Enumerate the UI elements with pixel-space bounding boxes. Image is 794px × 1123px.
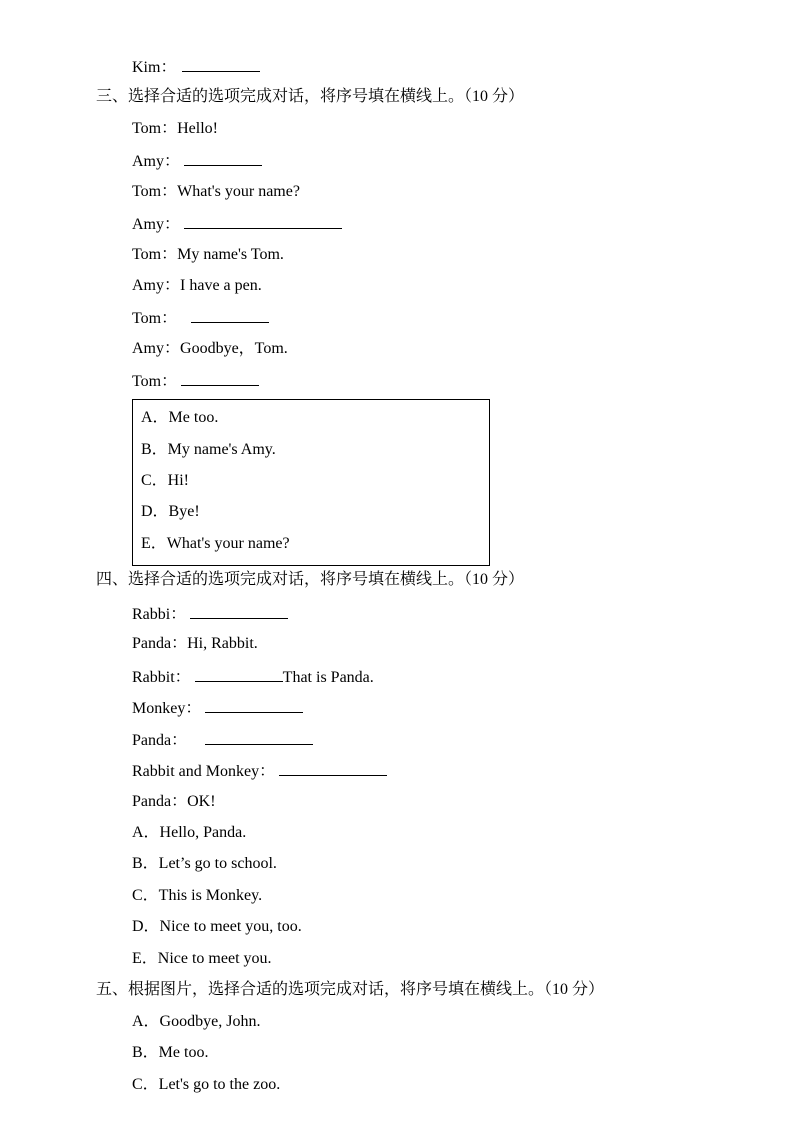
options-box (132, 399, 490, 566)
speaker-label: Amy： (132, 216, 181, 233)
speaker-label: Tom： (132, 246, 178, 263)
speaker-label: Panda： (132, 793, 188, 810)
speaker-label: Panda： (132, 732, 188, 749)
dialogue-text: My name's Tom. (177, 246, 284, 263)
answer-blank[interactable] (181, 370, 259, 386)
speaker-label: Kim： (132, 59, 177, 76)
dialogue-line-kim (132, 56, 260, 78)
speaker-label: Amy： (132, 153, 181, 170)
answer-blank[interactable] (205, 697, 303, 713)
speaker-label: Amy： (132, 340, 181, 357)
option-item: B．Let’s go to school. (132, 855, 277, 872)
speaker-label: Rabbi： (132, 606, 187, 623)
speaker-label: Tom： (132, 120, 178, 137)
dialogue-line (132, 339, 288, 359)
speaker-label: Tom： (132, 310, 178, 327)
section-3-heading: 三、选择合适的选项完成对话，将序号填在横线上。（10 分） (96, 88, 525, 105)
option-item: D．Nice to meet you, too. (132, 918, 302, 935)
option-item: E．Nice to meet you. (132, 950, 272, 967)
dialogue-line (132, 276, 262, 296)
answer-blank[interactable] (279, 760, 387, 776)
option-item: A．Goodbye, John. (132, 1013, 261, 1030)
option-item: C．This is Monkey. (132, 887, 263, 904)
dialogue-line (132, 307, 269, 329)
dialogue-line (132, 150, 262, 172)
dialogue-line (132, 182, 300, 202)
speaker-label: Rabbit： (132, 669, 191, 686)
speaker-label: Tom： (132, 183, 178, 200)
dialogue-line (132, 245, 284, 265)
dialogue-line (132, 729, 313, 751)
answer-blank[interactable] (191, 307, 269, 323)
option-item: B．My name's Amy. (141, 441, 276, 458)
answer-blank[interactable] (205, 729, 313, 745)
section-4-heading: 四、选择合适的选项完成对话，将序号填在横线上。（10 分） (96, 571, 525, 588)
dialogue-text: Hi, Rabbit. (187, 635, 258, 652)
dialogue-line (132, 603, 288, 625)
dialogue-text: I have a pen. (180, 277, 262, 294)
answer-blank[interactable] (182, 56, 260, 72)
dialogue-line (132, 792, 216, 812)
section-5-heading: 五、根据图片，选择合适的选项完成对话，将序号填在横线上。（10 分） (96, 981, 605, 998)
dialogue-line (132, 213, 342, 235)
dialogue-line (132, 697, 303, 719)
dialogue-text: Hello! (177, 120, 218, 137)
option-item: B．Me too. (132, 1044, 209, 1061)
dialogue-text: What's your name? (177, 183, 300, 200)
dialogue-line (132, 119, 218, 139)
dialogue-text: That is Panda. (282, 669, 374, 686)
speaker-label: Tom： (132, 373, 178, 390)
option-item: C．Hi! (141, 472, 190, 489)
option-item: A．Me too. (141, 409, 219, 426)
dialogue-line (132, 666, 374, 688)
dialogue-text: Goodbye，Tom. (180, 340, 288, 357)
dialogue-text: OK! (187, 793, 216, 810)
dialogue-line (132, 634, 258, 654)
dialogue-line (132, 760, 387, 782)
option-item: C．Let's go to the zoo. (132, 1076, 281, 1093)
answer-blank[interactable] (184, 150, 262, 166)
answer-blank[interactable] (195, 666, 283, 682)
answer-blank[interactable] (190, 603, 288, 619)
dialogue-line (132, 370, 259, 392)
answer-blank[interactable] (184, 213, 342, 229)
speaker-label: Panda： (132, 635, 188, 652)
option-item: A．Hello, Panda. (132, 824, 247, 841)
speaker-label: Amy： (132, 277, 181, 294)
speaker-label: Rabbit and Monkey： (132, 763, 276, 780)
option-item: D．Bye! (141, 503, 200, 520)
speaker-label: Monkey： (132, 700, 202, 717)
option-item: E．What's your name? (141, 535, 290, 552)
